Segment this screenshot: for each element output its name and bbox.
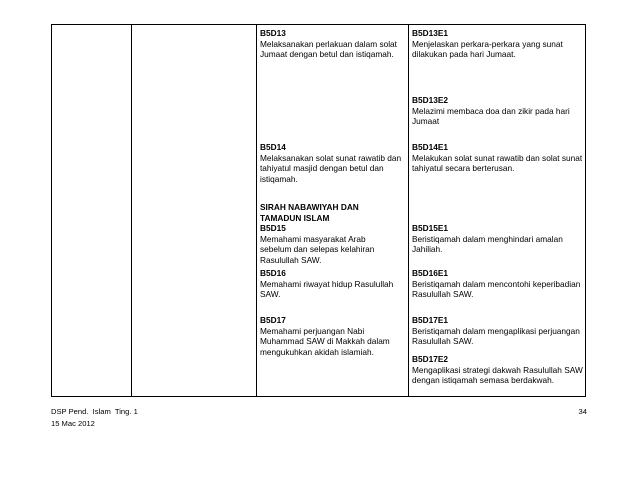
evidence-cell [412, 95, 584, 127]
evidence-text: Mengaplikasi strategi dakwah Rasulullah SAW dengan istiqamah semasa berdakwah. [412, 364, 583, 386]
evidence-text: Melazimi membaca doa dan zikir pada hari Jumaat [412, 105, 570, 127]
evidence-text: Beristiqamah dalam mencontohi keperibadian Rasulullah SAW. [412, 278, 581, 300]
evidence-cell [412, 315, 584, 347]
evidence-code: B5D17E1 [412, 315, 448, 325]
standard-code: B5D14 [260, 142, 286, 152]
standard-code: B5D17 [260, 315, 286, 325]
evidence-text: Beristiqamah dalam mengaplikasi perjuangan Rasulullah SAW. [412, 325, 580, 347]
evidence-text: Menjelaskan perkara-perkara yang sunat dilakukan pada hari Jumaat. [412, 38, 563, 60]
standard-cell [260, 28, 408, 60]
footer-doc-title: DSP Pend. Islam Ting. 1 [51, 407, 138, 416]
evidence-code: B5D13E1 [412, 28, 448, 38]
standard-cell [260, 315, 398, 357]
standard-text: Melaksanakan perlakuan dalam solat Jumaat dengan betul dan istiqamah. [260, 38, 397, 60]
standard-cell [260, 202, 380, 266]
evidence-cell [412, 354, 584, 386]
page-number: 34 [578, 407, 587, 416]
footer-date: 15 Mac 2012 [51, 419, 95, 428]
standard-code: B5D13 [260, 28, 286, 38]
evidence-code: B5D16E1 [412, 268, 448, 278]
standard-text: Memahami riwayat hidup Rasulullah SAW. [260, 278, 394, 300]
standard-code: B5D16 [260, 268, 286, 278]
standard-text: Melaksanakan solat sunat rawatib dan tahiyatul masjid dengan betul dan istiqamah. [260, 152, 402, 184]
evidence-code: B5D17E2 [412, 354, 448, 364]
standard-text: Memahami perjuangan Nabi Muhammad SAW di Makkah dalam mengukuhkan akidah islamiah. [260, 325, 390, 357]
standard-cell [260, 268, 408, 300]
column-divider-3 [408, 25, 409, 396]
evidence-cell [412, 268, 584, 300]
evidence-cell [412, 223, 577, 255]
section-heading: SIRAH NABAWIYAH DAN TAMADUN ISLAM [260, 202, 359, 223]
evidence-code: B5D15E1 [412, 223, 448, 233]
standard-code: B5D15 [260, 223, 286, 234]
evidence-text: Beristiqamah dalam menghindari amalan Jahiliah. [412, 233, 563, 255]
evidence-text: Melakukan solat sunat rawatib dan solat sunat tahiyatul secara berterusan. [412, 152, 583, 174]
evidence-cell [412, 142, 584, 174]
standard-text: Memahami masyarakat Arab sebelum dan selepas kelahiran Rasulullah SAW. [260, 233, 375, 265]
evidence-code: B5D13E2 [412, 95, 448, 105]
evidence-code: B5D14E1 [412, 142, 448, 152]
column-divider-1 [131, 25, 132, 396]
standard-cell [260, 142, 408, 184]
column-divider-2 [256, 25, 257, 396]
curriculum-table [51, 24, 586, 397]
evidence-cell [412, 28, 584, 60]
